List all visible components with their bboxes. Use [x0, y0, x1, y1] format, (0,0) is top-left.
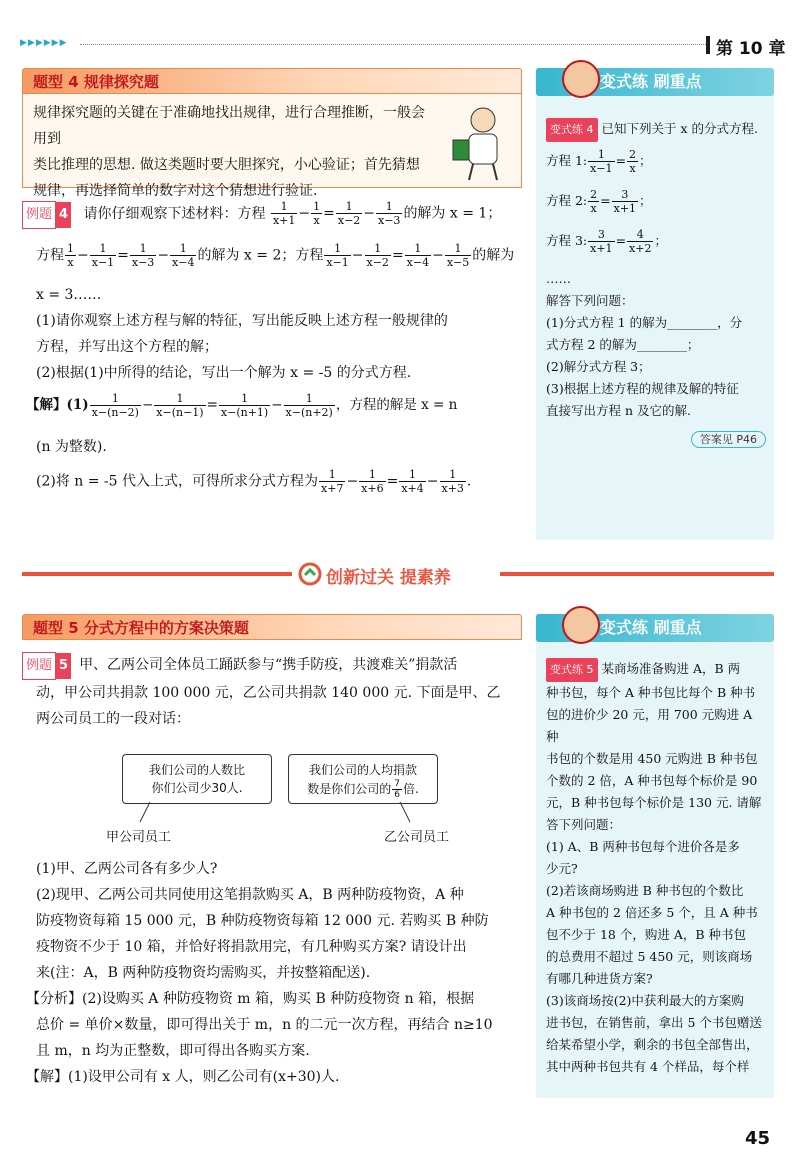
- bubble-tails: [120, 802, 440, 826]
- example-tag: 例题: [22, 201, 56, 229]
- type4-intro-line: 类比推理的思想. 做这类题时要大胆探究，小心验证；首先猜想: [33, 157, 420, 173]
- mascot-icon: [562, 606, 600, 644]
- speaker-a: 甲公司员工: [106, 830, 172, 845]
- type4-intro-box: [22, 94, 522, 199]
- practice-panel-2: 变式练 刷重点 变式练 5 某商场准备购进 A，B 两 种书包，每个 A 种书包比每个 B 种书 包的进价少 20 元，用 700 元购进 A 种 书包的个数是用 450 元购进 B 种书包 个数的 2 倍，A 种书包每个标价是 90 元，B 种书包每个标价是 130 元. 请解 答下列问题： (1) A、B 两种书包每个进价各是多 少元? (2)若该商场购进 B 种书包的个数比 A 种书包的 2 倍还多 5 个，且 A 种书 包不少于 18 个，购进 A，B 种书包 的总费用不超过 5 450 元，则该商场 有哪几种进货方案? (3)该商场按(2)中获利最大的方案购 进书包，在销售前，拿出 5 个书包赠送 给某希望小学，剩余的书包全部售出， 其中两种书包共有 4 个样品，每个样: [536, 614, 774, 1098]
- scientist-mascot-icon: [451, 100, 511, 182]
- example5: 例题 5 甲、乙两公司全体员工踊跃参与“携手防疫，共渡难关”捐款活 动，甲公司共捐款 100 000 元，乙公司共捐款 140 000 元. 下面是甲、乙 两公司员工的一段对话：: [22, 652, 522, 732]
- example-number: 4: [56, 202, 71, 228]
- example-tag: 例题: [22, 652, 56, 680]
- header-rule: [80, 44, 708, 45]
- practice-panel-1: 变式练 刷重点 变式练 4 已知下列关于 x 的分式方程. 方程 1: $\frac{1}{x-1}$ = $\frac{2}{x}$ ； 方程 2: $\frac{2}{x}$ = $\frac{3}{x+1}$ ； 方程 3: $\frac{3}{x+1}$ = $\frac{4}{x+2}$ ； …… 解答下列问题： (1)分式方程 1 的解为________，分 式方程 2 的解为________； (2)解分式方程 3； (3)根据上述方程的规律及解的特征 直接写出方程 n 及它的解. 答案见 P46: [536, 68, 774, 540]
- type4-intro-line: 规律，再选择简单的数字对这个猜想进行验证.: [33, 183, 318, 199]
- page-number: 45: [744, 1128, 770, 1149]
- divider-right: [500, 572, 774, 576]
- example-number: 5: [56, 653, 71, 679]
- type5-heading: 题型 5 分式方程中的方案决策题: [22, 614, 522, 640]
- speech-bubble-a: 我们公司的人数比 你们公司少30人.: [122, 754, 272, 804]
- practice-tag: 变式练 5: [546, 658, 598, 682]
- practice-panel-title: 变式练 刷重点: [536, 614, 774, 642]
- type4-heading: 题型 4 规律探究题: [22, 68, 522, 94]
- chapter-marker: [706, 36, 710, 54]
- practice-panel-title: 变式练 刷重点: [536, 68, 774, 96]
- speech-bubble-b: 我们公司的人均捐款 数是你们公司的 $\frac{7}{6}$ 倍.: [288, 754, 438, 804]
- mascot-icon: [562, 60, 600, 98]
- practice-tag: 变式练 4: [546, 118, 598, 142]
- divider-left: [22, 572, 292, 576]
- answer-reference: 答案见 P46: [691, 431, 766, 448]
- section-title: 创新过关 提素养: [326, 568, 451, 588]
- innovation-icon: [298, 562, 322, 586]
- chapter-title: 第 10 章: [716, 39, 786, 59]
- speaker-b: 乙公司员工: [384, 830, 450, 845]
- type4-intro-line: 规律探究题的关键在于准确地找出规律，进行合理推断，一般会用到: [33, 105, 425, 147]
- example5-questions: (1)甲、乙两公司各有多少人? (2)现甲、乙两公司共同使用这笔捐款购买 A，B 两种防疫物资，A 种 防疫物资每箱 15 000 元，B 种防疫物资每箱 12 000 元. 若购买 B 种防 疫物资不少于 10 箱，并恰好将捐款用完，有几种购买方案? 请设计出 来(注：A，B 两种防疫物资均需购买，并按整箱配送). 【分析】(2)设购买 A 种防疫物资 m 箱，购买 B 种防疫物资 n 箱，根据 总价 = 单价×数量，即可得出关于 m，n 的二元一次方程，再结合 n≥10 且 m，n 均为正整数，即可得出各购买方案. 【解】(1)设甲公司有 x 人，则乙公司有(x+30)人.: [26, 861, 493, 1085]
- example4: 例题 4 请你仔细观察下述材料：方程 $\frac{1}{x+1}$ − $\frac{1}{x}$ = $\frac{1}{x-2}$ − $\frac{1}{x-3}$ 的解为 x = 1； 方程 $\frac{1}{x}$ − $\frac{1}{x-1}$ = $\frac{1}{x-3}$ − $\frac{1}{x-4}$ 的解为 x = 2；方程 $\frac{1}{x-1}$ − $\frac{1}{x-2}$ = $\frac{1}{x-4}$ − $\frac{1}{x-5}$ 的解为 x = 3…… (1)请你观察上述方程与解的特征，写出能反映上述方程一般规律的 方程，并写出这个方程的解； (2)根据(1)中所得的结论，写出一个解为 x = -5 的分式方程. 【解】(1) $\frac{1}{x-(n-2)}$ − $\frac{1}{x-(n-1)}$ = $\frac{1}{x-(n+1)}$ − $\frac{1}{x-(n+2)}$ ，方程的解是 x = n (n 为整数). (2)将 n = -5 代入上式，可得所求分式方程为 $\frac{1}{x+7}$ − $\frac{1}{x+6}$ = $\frac{1}{x+4}$ − $\frac{1}{x+3}$ .: [22, 200, 522, 508]
- header-arrows: ▶▶▶▶▶▶: [20, 38, 68, 48]
